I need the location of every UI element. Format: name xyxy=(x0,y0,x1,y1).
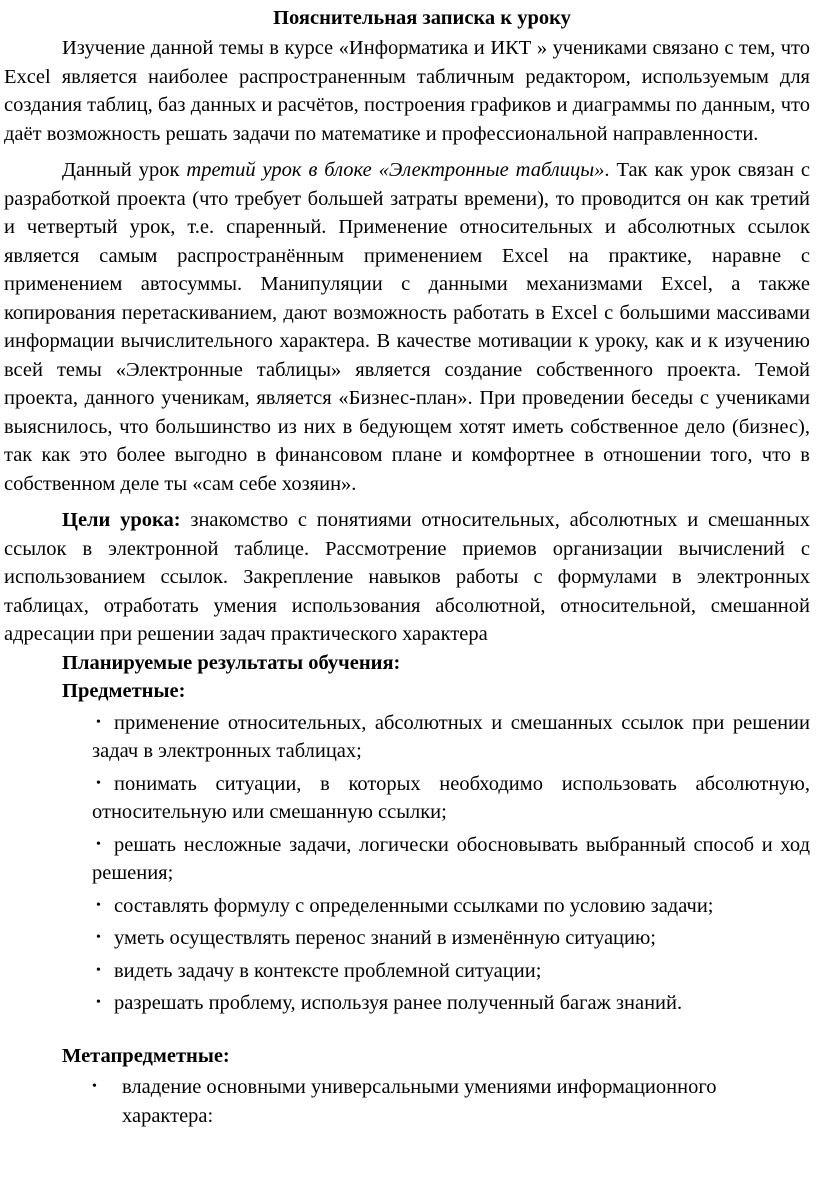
list-item xyxy=(92,770,810,827)
bullet-icon: • xyxy=(96,775,101,791)
bullet-icon: • xyxy=(92,1079,97,1094)
list-item xyxy=(92,924,810,953)
paragraph-lesson-italic: третий урок в блоке «Электронные таблицы» xyxy=(186,159,605,181)
goals-text: знакомство с понятиями относительных, абсолютных и смешанных ссылок в электронной таблице. Рассмотрение приемов организации вычислений с использованием ссылок. Закрепление навыков работы с формулами в электронных таблицах, отработать умения использования абсолютной, относительной, смешанной адресации при решении задач практического характера xyxy=(4,509,810,645)
bullet-icon: • xyxy=(96,836,101,852)
list-item-text: видеть задачу в контексте проблемной ситуации; xyxy=(114,959,542,982)
list-item xyxy=(92,709,810,766)
document-title: Пояснительная записка к уроку xyxy=(273,7,571,29)
list-item xyxy=(92,892,810,921)
list-item-text: решать несложные задачи, логически обосновывать выбранный способ и ход решения; xyxy=(92,833,810,884)
list-item xyxy=(92,989,810,1018)
list-item-text: применение относительных, абсолютных и смешанных ссылок при решении задач в электронных таблицах; xyxy=(92,711,810,762)
subject-results-list xyxy=(4,709,810,1018)
paragraph-goals xyxy=(4,506,810,649)
paragraph-intro: Изучение данной темы в курсе «Информатика и ИКТ » учениками связано с тем, что Excel является наиболее распространенным табличным редактором, используемым для создания таблиц, баз данных и расчётов, построения графиков и диаграммы по данным, что даёт возможность решать задачи по математике и профессиональной направленности. xyxy=(4,37,810,145)
list-item-text: понимать ситуации, в которых необходимо использовать абсолютную, относительную или смешанную ссылки; xyxy=(92,772,810,823)
list-item-text: составлять формулу с определенными ссылками по условию задачи; xyxy=(114,894,714,917)
list-item xyxy=(92,1073,810,1130)
meta-results-heading: Метапредметные: xyxy=(62,1044,230,1067)
paragraph-lesson xyxy=(4,156,810,498)
list-item xyxy=(92,957,810,986)
bullet-icon: • xyxy=(96,930,101,945)
paragraph-lesson-rest: . Так как урок связан с разработкой проекта (что требует большей затраты времени), то проводится он как третий и четвертый урок, т.е. спаренный. Применение относительных и абсолютных ссылок является самым распространённым применением Excel на практике, наравне с применением автосуммы. Манипуляции с данными механизмами Excel, а также копирования перетаскиванием, дают возможность работать в Excel с большими массивами информации вычислительного характера. В качестве мотивации к уроку, как и к изучению всей темы «Электронные таблицы» является создание собственного проекта. Темой проекта, данного ученикам, является «Бизнес-план». При проведении беседы с учениками выяснилось, что большинство из них в бедующем хотят иметь собственное дело (бизнес), так как это более выгодно в финансовом плане и комфортнее в отношении того, что в собственном деле ты «сам себе хозяин». xyxy=(4,159,810,495)
paragraph-lesson-lead: Данный урок xyxy=(62,159,187,181)
bullet-icon: • xyxy=(96,995,101,1010)
list-item-text: уметь осуществлять перенос знаний в изменённую ситуацию; xyxy=(114,927,656,949)
list-item xyxy=(92,831,810,888)
list-item-text: разрешать проблему, используя ранее полученный багаж знаний. xyxy=(114,992,683,1014)
meta-results-list xyxy=(4,1073,810,1130)
bullet-icon: • xyxy=(96,714,101,730)
bullet-icon: • xyxy=(96,962,101,978)
subject-results-heading: Предметные: xyxy=(62,680,186,702)
goals-label: Цели урока: xyxy=(62,509,181,531)
planned-results-heading: Планируемые результаты обучения: xyxy=(62,651,401,674)
bullet-icon: • xyxy=(96,897,101,913)
list-item-text: владение основными универсальными умениями информационного характера: xyxy=(122,1076,717,1127)
